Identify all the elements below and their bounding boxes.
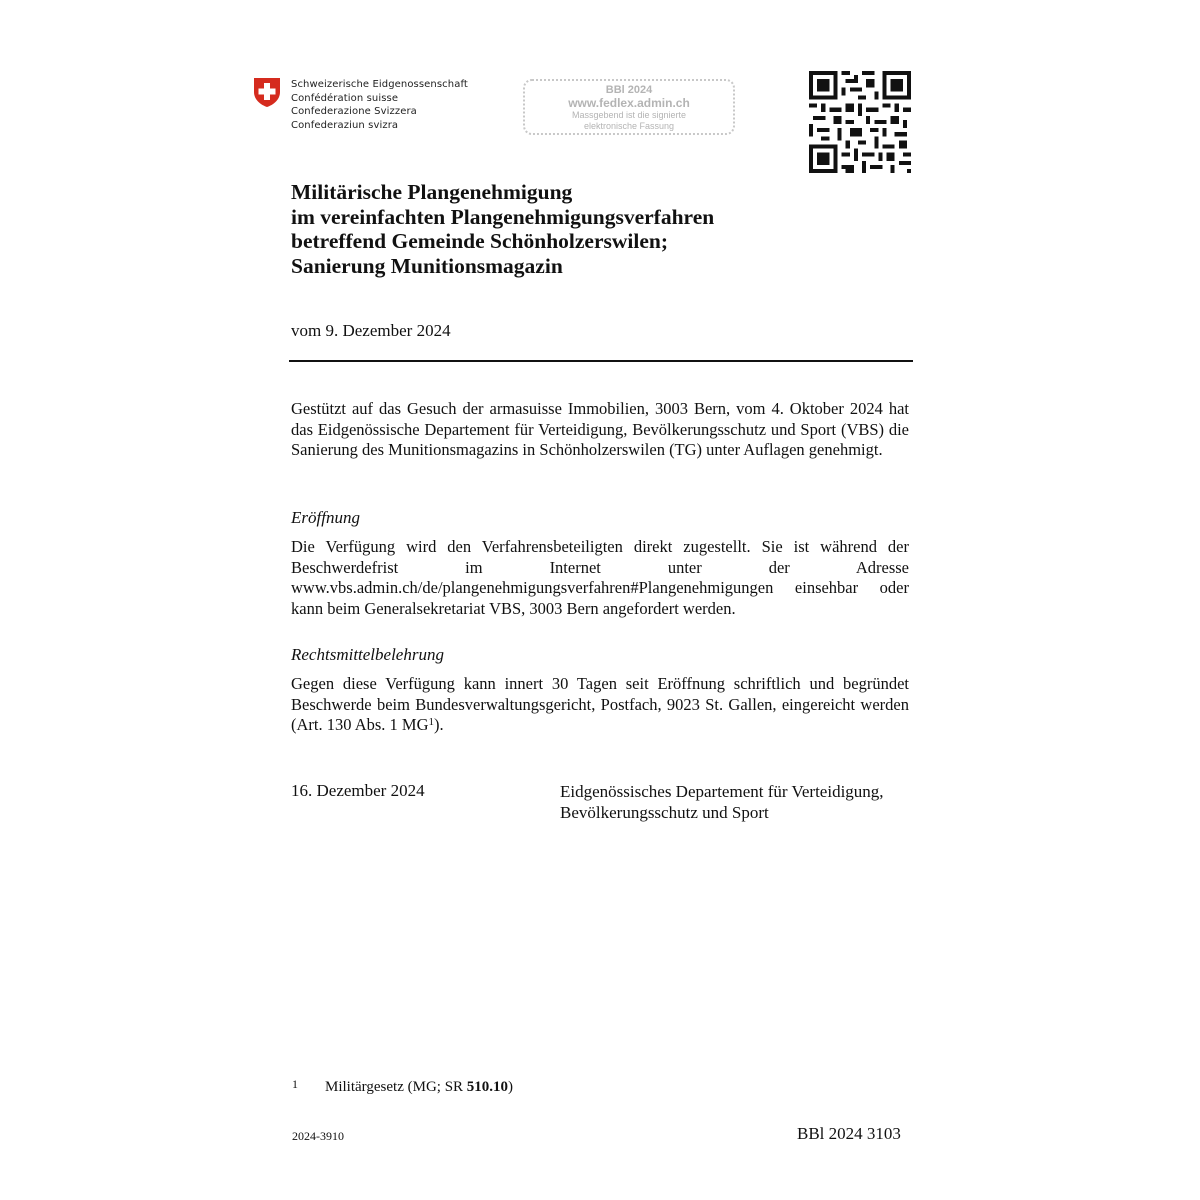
section-heading-rechtsmittel: Rechtsmittelbelehrung [291, 645, 444, 664]
confederation-name-rm: Confederaziun svizra [291, 119, 399, 131]
rechtsmittel-paragraph [291, 674, 909, 736]
page-reference: BBl 2024 3103 [797, 1124, 901, 1143]
footnote-text [325, 1079, 513, 1096]
footnote-text-close: ) [508, 1079, 514, 1095]
signature-department [560, 781, 884, 823]
swiss-cross-icon [253, 76, 281, 108]
signature-date: 16. Dezember 2024 [291, 781, 425, 800]
footnote-text-main: Militärgesetz (MG; SR [325, 1079, 467, 1095]
stamp-line-1: BBl 2024 [605, 84, 653, 96]
eroeffnung-paragraph: Die Verfügung wird den Verfahrensbeteiligten direkt zugestellt. Sie ist während der Beschwerdefrist im Internet unter der Adresse www.vbs.admin.ch/de/plangenehmigungsverfahren#Plangenehmigungen einsehbar oder kann beim Generalsekretariat VBS, 3003 Bern angefordert werden. [291, 537, 909, 618]
confederation-name-it: Confederazione Svizzera [291, 106, 417, 117]
section-heading-eroeffnung: Eröffnung [291, 508, 360, 527]
document-date: vom 9. Dezember 2024 [291, 321, 451, 340]
fedlex-stamp [523, 79, 735, 135]
confederation-name-fr: Confédération suisse [291, 92, 399, 104]
title-line-3: betreffend Gemeinde Schönholzerswilen; [291, 229, 669, 253]
document-title [291, 180, 714, 278]
title-line-4: Sanierung Munitionsmagazin [291, 253, 563, 278]
document-number: 2024-3910 [292, 1129, 344, 1143]
stamp-url: www.fedlex.admin.ch [568, 96, 690, 110]
stamp-line-4: elektronische Fassung [583, 121, 675, 131]
footnote-number: 1 [292, 1077, 298, 1091]
title-line-1: Militärische Plangenehmigung [291, 180, 573, 204]
footnote-reference[interactable]: 1 [428, 716, 435, 728]
signature-department-line-1: Eidgenössisches Departement für Verteidigung, [560, 782, 884, 801]
rechtsmittel-text-end: ). [434, 715, 444, 734]
signature-department-line-2: Bevölkerungsschutz und Sport [560, 803, 769, 822]
intro-paragraph: Gestützt auf das Gesuch der armasuisse Immobilien, 3003 Bern, vom 4. Oktober 2024 hat das Eidgenössische Departement für Verteidigung, Bevölkerungsschutz und Sport (VBS) die Sanierung des Munitionsmagazins in Schönholzerswilen (TG) unter Auflagen genehmigt. [291, 399, 909, 459]
confederation-names [291, 78, 468, 132]
title-line-2: im vereinfachten Plangenehmigungsverfahren [291, 204, 715, 229]
qr-code-icon[interactable] [809, 71, 911, 173]
title-divider [289, 360, 913, 362]
rechtsmittel-text: Gegen diese Verfügung kann innert 30 Tagen seit Eröffnung schriftlich und begründet Beschwerde beim Bundesverwaltungsgericht, Postfach, 9023 St. Gallen, eingereicht werden (Art. 130 Abs. 1 MG [291, 674, 909, 734]
confederation-name-de: Schweizerische Eidgenossenschaft [291, 79, 468, 90]
footnote-sr-link[interactable]: 510.10 [466, 1079, 509, 1095]
stamp-line-3: Massgebend ist die signierte [571, 110, 687, 120]
